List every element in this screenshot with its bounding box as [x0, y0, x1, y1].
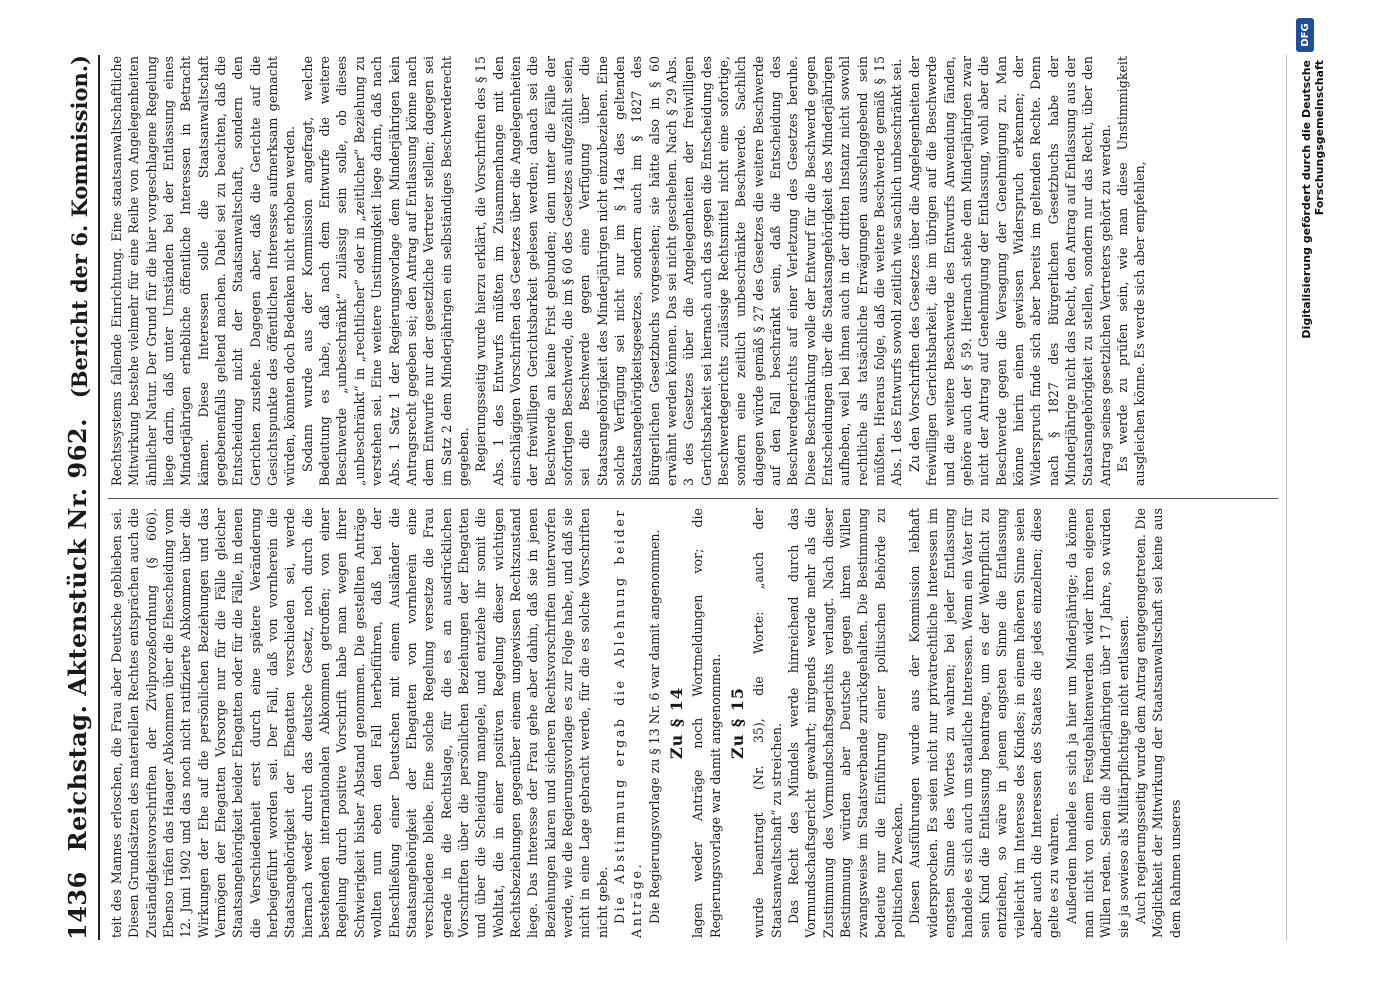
- paragraph: wurde beantragt (Nr. 35), die Worte: „auch der Staatsanwaltschaft“ zu streichen.: [751, 508, 784, 938]
- paragraph: Außerdem handele es sich ja hier um Minderjährige; da könne man nicht von einem Festgehaltenwerden wider ihren eigenen Willen reden. Seien die Minderjährigen über 17 Jahre, so würden sie ja sowieso als Militärpflichtige nicht entlassen.: [1063, 508, 1131, 938]
- right-column: [108, 56, 1278, 486]
- paragraph: Regierungsseitig wurde hierzu erklärt, die Vorschriften des § 15 Abs. 1 des Entwurfs müßten im Zusammenhange mit den einschlägigen Vorschriften des Gesetzes über die Angelegenheiten der freiwilligen Gerichtsbarkeit gelesen werden; danach sei die Beschwerde an keine Frist gebunden; denn unter die Fälle der sofortigen Beschwerde, die im § 60 des Gesetzes aufgezählt seien, sei die Beschwerde gegen eine Verfügung über die Staatsangehörigkeit des Minderjährigen nicht einzubeziehen. Eine solche Verfügung sei nicht nur im § 14a des geltenden Staatsangehörigkeitsgesetzes, sondern auch im § 1827 des Bürgerlichen Gesetzbuchs vorgesehen; sie hätte also in § 60 erwähnt werden können. Das sei nicht geschehen. Nach § 29 Abs. 3 des Gesetzes über die Angelegenheiten der freiwilligen Gerichtsbarkeit sei hiernach auch das gegen die Entscheidung des Beschwerdegerichts zulässige Rechtsmittel nicht eine sofortige, sondern eine zeitlich unbeschränkte Beschwerde. Sachlich dagegen würde gemäß § 27 des Gesetzes die weitere Beschwerde auf den Fall beschränkt sein, daß die Entscheidung des Beschwerdegerichts auf einer Verletzung des Gesetzes beruhe. Diese Beschränkung wolle der Entwurf für die Beschwerde gegen Entscheidungen über die Staatsangehörigkeit des Minderjährigen aufheben, weil bei ihnen auch in der dritten Instanz nicht sowohl rechtliche als tatsächliche Erwägungen ausschlaggebend sein müßten. Hieraus folge, daß die weitere Beschwerde gemäß § 15 Abs. 1 des Entwurfs sowohl zeitlich wie sachlich unbeschränkt sei.: [473, 56, 905, 486]
- column-divider: [108, 498, 1278, 499]
- paragraph: Es werde zu prüfen sein, wie man diese Unstimmigkeit ausgleichen könne. Es werde sich aber empfehlen,: [1114, 56, 1148, 486]
- paragraph: Das Recht des Mündels werde hinreichend durch das Vormundschaftsgericht gewahrt; nirgends werde mehr als die Zustimmung des Vormundschaftsgerichts verlangt. Nach dieser Bestimmung würden aber Deutsche gegen ihren Willen zwangsweise im Staatsverbande zurückgehalten. Die Bestimmung bedeute nur die Einführung einer politischen Behörde zu politischen Zwecken.: [786, 508, 906, 938]
- left-column: [108, 508, 1278, 938]
- paragraph: Die Regierungsvorlage zu § 13 Nr. 6 war damit angenommen.: [646, 529, 662, 924]
- paragraph: Auch regierungsseitig wurde dem Antrag entgegengetreten. Die Möglichkeit der Mitwirkung der Staatsanwaltschaft sei keine aus dem Rahmen unseres: [1132, 508, 1183, 938]
- dfg-logo: DFG: [1296, 18, 1314, 52]
- page-header: [58, 55, 92, 940]
- header-rule: [98, 55, 100, 940]
- page-number: 1436: [63, 871, 92, 940]
- footer-rule: [1286, 55, 1287, 940]
- paragraph: Sodann wurde aus der Kommission angefragt, welche Bedeutung es habe, daß nach dem Entwurfe die weitere Beschwerde „unbeschränkt“ zulässig sein solle, ob dieses „unbeschränkt“ in „rechtlicher“ oder in „zeitlicher“ Beziehung zu verstehen sei. Eine weitere Unstimmigkeit liege darin, daß nach Abs. 1 Satz 1 der Regierungsvorlage dem Minderjährigen kein Antragsrecht gegeben sei; den Antrag auf Entlassung könne nach dem Entwurfe nur der gesetzliche Vertreter stellen; dagegen sei im Satz 2 dem Minderjährigen ein selbständiges Beschwerderecht gegeben.: [299, 56, 471, 486]
- paragraph: Rechtssystems fallende Einrichtung. Eine staatsanwaltschaftliche Mitwirkung bestehe vielmehr für eine Reihe von Angelegenheiten ähnlicher Natur. Der Grund für die hier vorgeschlagene Regelung liege darin, daß unter Umständen bei der Entlassung eines Minderjährigen erhebliche öffentliche Interessen in Betracht kämen. Diese Interessen solle die Staatsanwaltschaft gegebenenfalls geltend machen. Dabei sei zu beachten, daß die Entscheidung nicht der Staatsanwaltschaft, sondern den Gerichten zustehe. Dagegen aber, daß die Gerichte auf die Gesichtspunkte des öffentlichen Interesses aufmerksam gemacht würden, könnten doch Bedenken nicht erhoben werden.: [109, 56, 298, 486]
- digitization-credit: Digitalisierung gefördert durch die Deutsche Forschungsgemeinschaft: [1300, 60, 1326, 339]
- paragraph: Die Abstimmung ergab die Ablehnung beider Anträge.: [611, 508, 645, 938]
- section-heading: Zu § 15: [728, 686, 748, 760]
- paragraph: lagen weder Anträge noch Wortmeldungen vor; die Regierungsvorlage war damit angenommen.: [690, 508, 723, 938]
- running-head: Reichstag. Aktenstück Nr. 962.: [63, 418, 92, 852]
- paragraph: teit des Mannes erloschen, die Frau aber Deutsche geblieben sei. Diesen Grundsätzen des materiellen Rechtes entsprächen auch die Zuständigkeitsvorschriften der Zivilprozeßordnung (§ 606). Ebenso träfen das Haager Abkommen über die Ehescheidung vom 12. Juni 1902 und das noch nicht ratifizierte Abkommen über die Wirkungen der Ehe auf die persönlichen Beziehungen und das Vermögen der Ehegatten Vorsorge nur für die Fälle gleicher Staatsangehörigkeit beider Ehegatten oder für die Fälle, in denen die Verschiedenheit erst durch eine spätere Veränderung herbeigeführt worden sei. Der Fall, daß von vornherein die Staatsangehörigkeit der Ehegatten verschieden sei, werde hiernach weder durch das deutsche Gesetz, noch durch die bestehenden internationalen Abkommen getroffen; von einer Regelung durch positive Vorschrift habe man wegen ihrer Schwierigkeit bisher Abstand genommen. Die gestellten Anträge wollten nun eben den Fall herbeiführen, daß bei der Eheschließung einer Deutschen mit einem Ausländer die Staatsangehörigkeit der Ehegatten von vornherein eine verschiedene bleibe. Eine solche Regelung versetze die Frau gerade in die Rechtslage, für die es an ausdrücklichen Vorschriften über die persönlichen Beziehungen der Ehegatten und über die Scheidung mangele, und entziehe ihr somit die Wohltat, die in einer positiven Regelung dieser wichtigen Rechtsbeziehungen gegenüber einem ungewissen Rechtszustand liege. Das Interesse der Frau gehe aber dahin, daß sie in jenen Beziehungen klaren und sicheren Rechtsvorschriften unterworfen werde, wie die Regierungsvorlage es zur Folge habe, und daß sie nicht in eine Lage gebracht werde, für die es solche Vorschriften nicht gebe.: [109, 508, 610, 938]
- section-title: (Bericht der 6. Kommission.): [67, 55, 92, 399]
- section-heading: Zu § 14: [667, 686, 686, 760]
- paragraph: Diesen Ausführungen wurde aus der Kommission lebhaft widersprochen. Es seien nicht nur privatrechtliche Interessen im engsten Sinne des Wortes zu wahren; bei jeder Entlassung handele es sich auch um staatliche Interessen. Wenn ein Vater für sein Kind die Entlassung beantrage, um es der Wehrpflicht zu entziehen, so wäre in jenem engsten Sinne die Entlassung vielleicht im Interesse des Kindes; in einem höheren Sinne seien aber auch die Interessen des Staates die jedes einzelnen; diese gelte es zu wahren.: [907, 508, 1062, 938]
- paragraph: Zu den Vorschriften des Gesetzes über die Angelegenheiten der freiwilligen Gerichtsbarkeit, die im übrigen auf die Beschwerde und die weitere Beschwerde des Entwurfs Anwendung fänden, gehöre auch der § 59. Hiernach stehe dem Minderjährigen zwar nicht der Antrag auf Genehmigung der Entlassung, wohl aber die Beschwerde gegen die Versagung der Genehmigung zu. Man könne hierin einen gewissen Widerspruch erkennen; der Widerspruch finde sich aber bereits im geltenden Rechte. Denn nach § 1827 des Bürgerlichen Gesetzbuchs habe der Minderjährige nicht das Recht, den Antrag auf Entlassung aus der Staatsangehörigkeit zu stellen, sondern nur das Recht, über den Antrag seines gesetzlichen Vertreters gehört zu werden.: [906, 56, 1113, 486]
